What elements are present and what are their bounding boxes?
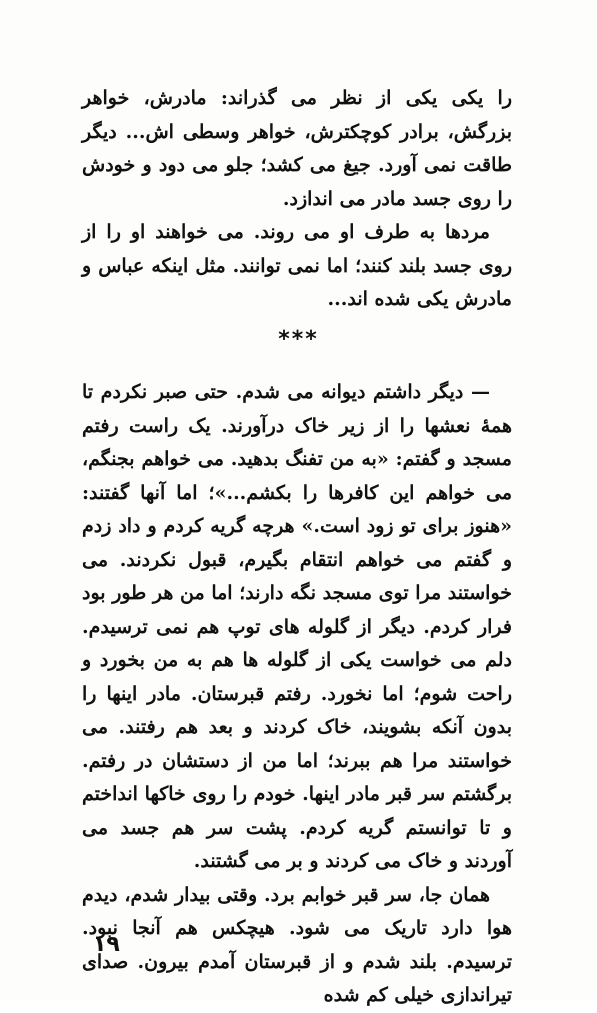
paragraph: مردها به طرف او می روند. می خواهند او را از روی جسد بلند کنند؛ اما نمی توانند. مثل اینکه عباس و مادرش یکی شده اند... (82, 221, 512, 310)
text-section-bottom (82, 376, 512, 1013)
page-number: ۱۹ (93, 932, 120, 957)
paragraph: همان جا، سر قبر خوابم برد. وقتی بیدار شدم، دیدم هوا دارد تاریک می شود. هیچکس هم آنجا نبود. ترسیدم. بلند شدم و از قبرستان آمدم بیرون. صدای تیراندازی خیلی کم شده (82, 883, 512, 1006)
paragraph: — دیگر داشتم دیوانه می شدم. حتی صبر نکردم تا همهٔ نعشها را از زیر خاک درآورند. یک راست رفتم مسجد و گفتم: «به من تفنگ بدهید. می خواهم بجنگم، می خواهم این کافرها را بکشم...»؛ اما آنها گفتند: «هنوز برای تو زود است.» هرچه گریه کردم و داد زدم و گفتم می خواهم انتقام بگیرم، قبول نکردند. می خواستند مرا توی مسجد نگه دارند؛ اما من هر طور بود فرار کردم. دیگر از گلوله های توپ هم نمی ترسیدم. دلم می خواست یکی از گلوله ها هم به من بخورد و راحت شوم؛ اما نخورد. رفتم قبرستان. مادر اینها را بدون آنکه بشویند، خاک کردند و بعد هم رفتند. می خواستند مرا هم ببرند؛ اما من از دستشان در رفتم. برگشتم سر قبر مادر اینها. خودم را روی خاکها انداختم و تا توانستم گریه کردم. پشت سر هم جسد می آوردند و خاک می کردند و بر می گشتند. (82, 381, 512, 872)
text-section-top (82, 82, 512, 317)
paragraph: را یکی یکی از نظر می گذراند: مادرش، خواهر بزرگش، برادر کوچکترش، خواهر وسطی اش... دیگر طاقت نمی آورد. جیغ می کشد؛ جلو می دود و خودش را روی جسد مادر می اندازد. (82, 87, 512, 210)
section-separator: *** (278, 327, 319, 352)
